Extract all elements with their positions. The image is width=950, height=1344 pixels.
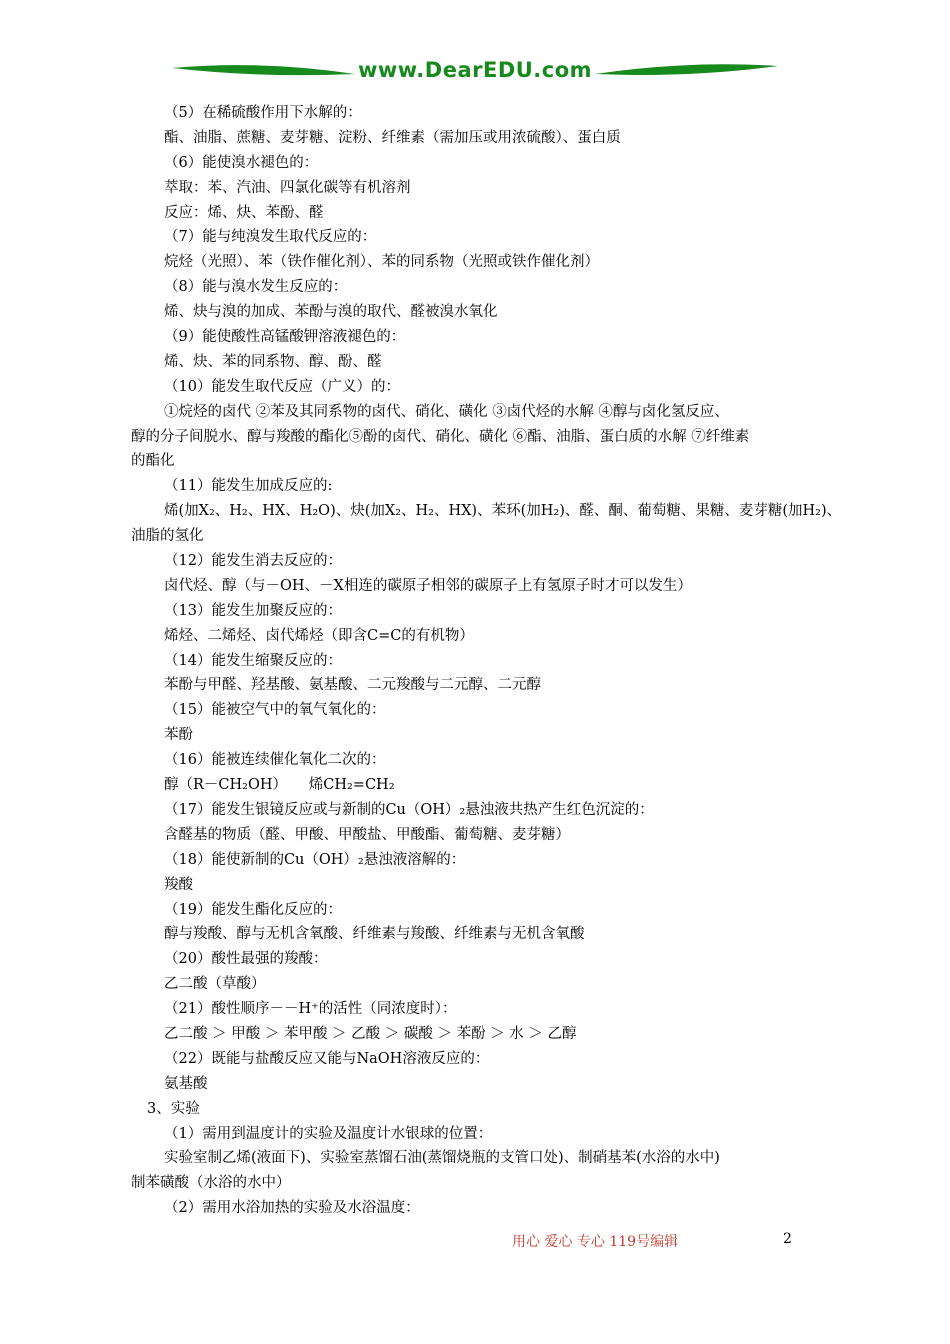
text-line: 萃取：苯、汽油、四氯化碳等有机溶剂 <box>164 179 411 196</box>
page-number: 2 <box>783 1231 792 1247</box>
text-line: （7）能与纯溴发生取代反应的： <box>164 229 377 246</box>
text-line: （18）能使新制的Cu（OH）₂悬浊液溶解的： <box>164 851 466 868</box>
text-line: （2）需用水浴加热的实验及水浴温度： <box>164 1200 420 1217</box>
text-line: （10）能发生取代反应（广义）的： <box>164 378 400 395</box>
text-line: （16）能被连续催化氧化二次的： <box>164 752 386 769</box>
text-line: （14）能发生缩聚反应的： <box>164 652 342 669</box>
text-line: 乙二酸 ＞ 甲酸 ＞ 苯甲酸 ＞ 乙酸 ＞ 碳酸 ＞ 苯酚 ＞ 水 ＞ 乙醇 <box>164 1025 577 1042</box>
text-line: 卤代烃、醇（与－OH、－X相连的碳原子相邻的碳原子上有氢原子时才可以发生） <box>164 577 692 594</box>
text-line: 烯烃、二烯烃、卤代烯烃（即含C=C的有机物） <box>164 627 474 644</box>
text-line: （11）能发生加成反应的: <box>164 478 333 495</box>
page-header <box>170 52 780 92</box>
text-line: 3、实验 <box>147 1100 200 1117</box>
text-line: 制苯磺酸（水浴的水中） <box>131 1175 291 1192</box>
text-line: （19）能发生酯化反应的： <box>164 901 342 918</box>
text-line: 氨基酸 <box>164 1075 208 1092</box>
text-line: （15）能被空气中的氧气氧化的： <box>164 702 386 719</box>
text-line: 反应：烯、炔、苯酚、醛 <box>164 204 324 221</box>
text-line: （13）能发生加聚反应的： <box>164 602 342 619</box>
site-title: www.DearEDU.com <box>357 58 593 82</box>
text-line: （22）既能与盐酸反应又能与NaOH溶液反应的： <box>164 1050 490 1067</box>
text-line: （20）酸性最强的羧酸： <box>164 951 328 968</box>
text-line: 酯、油脂、蔗糖、麦芽糖、淀粉、纤维素（需加压或用浓硫酸）、蛋白质 <box>164 129 621 146</box>
text-line: （9）能使酸性高锰酸钾溶液褪色的： <box>164 329 406 346</box>
text-line: 醇与羧酸、醇与无机含氧酸、纤维素与羧酸、纤维素与无机含氧酸 <box>164 926 585 943</box>
text-line: （8）能与溴水发生反应的： <box>164 279 348 296</box>
text-line: 烯(加X₂、H₂、HX、H₂O)、炔(加X₂、H₂、HX)、苯环(加H₂)、醛、酮、葡萄糖、果糖、麦芽糖(加H₂)、 <box>164 503 842 520</box>
text-line: （17）能发生银镜反应或与新制的Cu（OH）₂悬浊液共热产生红色沉淀的： <box>164 801 654 818</box>
text-line: 醇（R－CH₂OH） 烯CH₂=CH₂ <box>164 777 395 794</box>
text-line: （5）在稀硫酸作用下水解的： <box>164 105 362 121</box>
text-line: 苯酚与甲醛、羟基酸、氨基酸、二元羧酸与二元醇、二元醇 <box>164 677 541 694</box>
text-line: 苯酚 <box>164 727 193 744</box>
text-line: 羧酸 <box>164 876 193 893</box>
footer-text: 用心 爱心 专心 119号编辑 <box>512 1234 679 1250</box>
text-line: 烯、炔、苯的同系物、醇、酚、醛 <box>164 353 382 370</box>
document-body <box>131 101 842 1221</box>
text-line: 烯、炔与溴的加成、苯酚与溴的取代、醛被溴水氧化 <box>164 304 498 321</box>
text-line: （6）能使溴水褪色的： <box>164 154 319 171</box>
text-line: （21）酸性顺序－－H⁺的活性（同浓度时）： <box>164 1001 457 1018</box>
text-line: 实验室制乙烯(液面下)、实验室蒸馏石油(蒸馏烧瓶的支管口处)、制硝基苯(水浴的水中) <box>164 1150 720 1167</box>
text-line: 含醛基的物质（醛、甲酸、甲酸盐、甲酸酯、葡萄糖、麦芽糖） <box>164 826 570 843</box>
text-line: 烷烃（光照）、苯（铁作催化剂）、苯的同系物（光照或铁作催化剂） <box>164 254 599 271</box>
text-line: （12）能发生消去反应的： <box>164 553 342 570</box>
text-line: 油脂的氢化 <box>131 528 204 545</box>
text-line: 醇的分子间脱水、醇与羧酸的酯化⑤酚的卤代、硝化、磺化 ⑥酯、油脂、蛋白质的水解 ⑦纤维素 <box>131 428 750 445</box>
text-line: ①烷烃的卤代 ②苯及其同系物的卤代、硝化、磺化 ③卤代烃的水解 ④醇与卤化氢反应、 <box>164 403 729 420</box>
text-line: 乙二酸（草酸） <box>164 976 266 993</box>
text-line: （1）需用到温度计的实验及温度计水银球的位置： <box>164 1125 493 1142</box>
text-line: 的酯化 <box>131 453 175 470</box>
